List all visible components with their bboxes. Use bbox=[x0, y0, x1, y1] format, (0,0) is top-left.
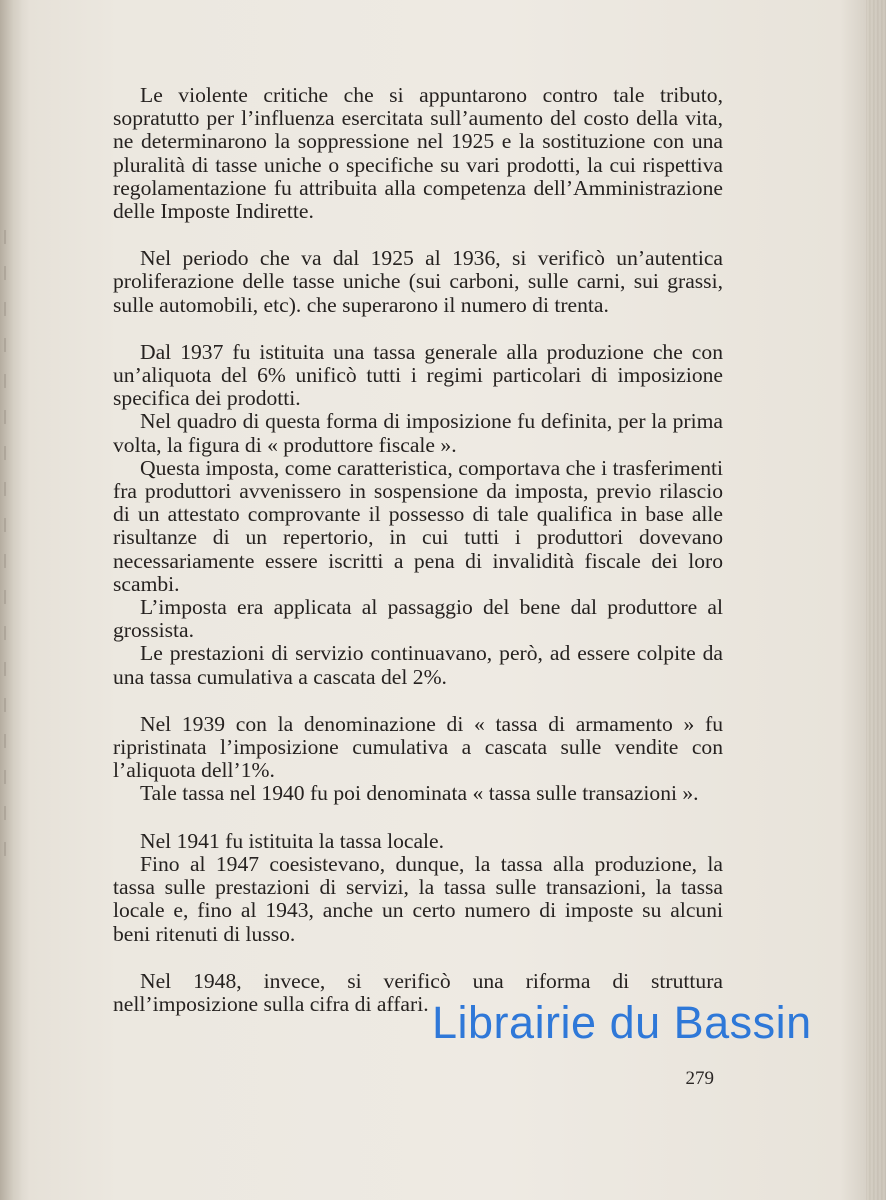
paragraph: Le prestazioni di servizio continuavano, però, ad essere colpite da una tassa cumulativa a cascata del 2%. bbox=[113, 641, 723, 689]
paragraph: Nel 1948, invece, si verificò una riforma di struttura nell’imposizione sulla cifra di affari. bbox=[113, 968, 723, 1016]
page-edge bbox=[866, 0, 886, 1200]
paragraph: Questa imposta, come caratteristica, comportava che i trasferimenti fra produttori avvenissero in sospensione da imposta, previo rilascio di un attestato comprovante il possesso di tale qualifica in base alle risultanze di un repertorio, in cui tutti i produttori dovevano necessariamente essere iscritti a pena di invalidità fiscale dei loro scambi. bbox=[113, 455, 723, 596]
page-number: 279 bbox=[685, 1068, 714, 1089]
paragraph: Nel periodo che va dal 1925 al 1936, si verificò un’autentica proliferazione delle tasse uniche (sui carboni, sulle carni, sui grassi, sulle automobili, etc). che superarono il numero di trenta. bbox=[113, 246, 723, 317]
page-gutter bbox=[0, 0, 22, 1200]
watermark: Librairie du Bassin bbox=[432, 997, 812, 1048]
paragraph: Fino al 1947 coesistevano, dunque, la tassa alla produzione, la tassa sulle prestazioni di servizi, la tassa sulle transazioni, la tassa locale e, fino al 1943, anche un certo numero di imposte su alcuni beni ritenuti di lusso. bbox=[113, 851, 723, 946]
paragraph: Nel 1941 fu istituita la tassa locale. bbox=[140, 828, 445, 853]
body-text bbox=[113, 84, 723, 1016]
paragraph: L’imposta era applicata al passaggio del bene dal produttore al grossista. bbox=[113, 595, 723, 643]
paragraph: Dal 1937 fu istituita una tassa generale alla produzione che con un’aliquota del 6% unificò tutti i regimi particolari di imposizione specifica dei prodotti. bbox=[113, 339, 723, 411]
facing-page-bleed-marks bbox=[2, 230, 16, 878]
paragraph: Nel 1939 con la denominazione di « tassa di armamento » fu ripristinata l’imposizione cumulativa a cascata sulle vendite con l’aliquota dell’1%. bbox=[113, 711, 723, 783]
paragraph: Tale tassa nel 1940 fu poi denominata « tassa sulle transazioni ». bbox=[140, 781, 699, 806]
paragraph: Le violente critiche che si appuntarono contro tale tributo, sopratutto per l’influenza esercitata sull’aumento del costo della vita, ne determinarono la soppressione nel 1925 e la sostituzione con una pluralità di tasse uniche o specifiche su vari prodotti, la cui rispettiva regolamentazione fu attribuita alla competenza dell’Amministrazione delle Imposte Indirette. bbox=[113, 83, 723, 224]
paragraph: Nel quadro di questa forma di imposizione fu definita, per la prima volta, la figura di « produttore fiscale ». bbox=[113, 409, 723, 457]
